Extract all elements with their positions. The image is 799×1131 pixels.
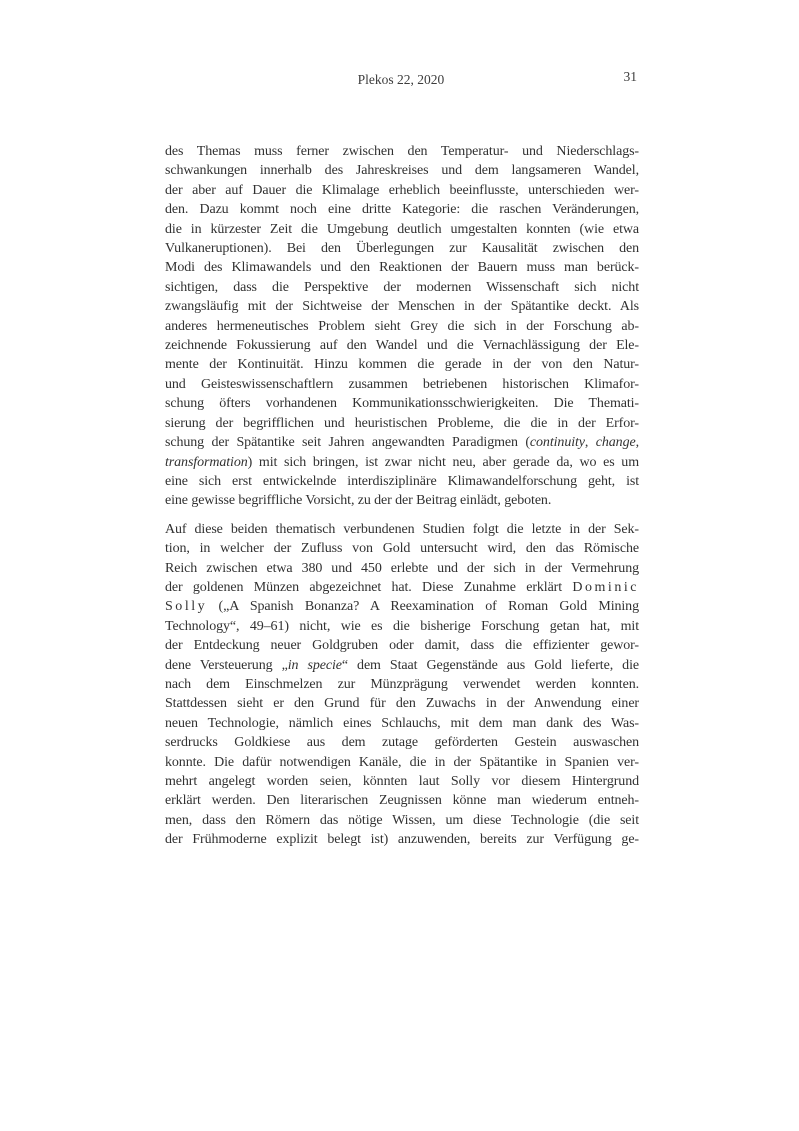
text-line: Stattdessen sieht er den Grund für den Zuwachs in der Anwendung einer (165, 696, 639, 712)
text-line (165, 491, 639, 510)
text-line: Auf diese beiden thematisch verbundenen Studien folgt die letzte in der Sek- (165, 521, 639, 537)
text-line: die in kürzester Zeit die Umgebung deutlich umgestalten konnten (wie etwa (165, 221, 639, 237)
text-segment: eine gewisse begriffliche Vorsicht, zu der der Beitrag einlädt, geboten. (165, 493, 552, 509)
text-line: den. Dazu kommt noch eine dritte Kategorie: die raschen Veränderungen, (165, 202, 639, 218)
text-line: der Frühmoderne explizit belegt ist) anzuwenden, bereits zur Verfügung ge- (165, 832, 639, 848)
text-segment: continuity (529, 435, 585, 451)
text-line: konnte. Die dafür notwendigen Kanäle, die in der Spätantike in Spanien ver- (165, 754, 639, 770)
text-segment: ) mit sich bringen, ist zwar nicht neu, aber gerade da, wo es um (247, 454, 639, 470)
text-line (165, 433, 639, 452)
text-line (165, 453, 639, 472)
running-header (165, 69, 637, 88)
text-line (165, 578, 639, 597)
paragraph (165, 520, 639, 850)
text-line: und Geisteswissenschaftlern zusammen betriebenen historischen Klimafor- (165, 376, 639, 392)
text-segment: Dominic (572, 579, 639, 595)
text-block (165, 142, 639, 850)
text-line: Reich zwischen etwa 380 und 450 erlebte und der sich in der Vermehrung (165, 560, 639, 576)
text-line: serdrucks Goldkiese aus dem zutage geförderten Gestein auswaschen (165, 735, 639, 751)
text-line: neuen Technologie, nämlich eines Schlauchs, mit dem man dank des Was- (165, 715, 639, 731)
text-segment: schung der Spätantike seit Jahren angewandten Paradigmen ( (165, 435, 530, 451)
text-line: sierung der begrifflichen und heuristischen Probleme, die die in der Erfor- (165, 415, 639, 431)
text-line: Vulkaneruptionen). Bei den Überlegungen zur Kausalität zwischen den (165, 241, 639, 257)
text-line: der Entdeckung neuer Goldgruben oder damit, dass die effizienter gewor- (165, 638, 639, 654)
text-line: Modi des Klimawandels und den Reaktionen der Bauern muss man berück- (165, 260, 639, 276)
text-line: sichtigen, dass die Perspektive der modernen Wissenschaft sich nicht (165, 279, 639, 295)
text-line: schung öfters vorhandenen Kommunikationsschwierigkeiten. Die Themati- (165, 396, 639, 412)
text-line: zwangsläufig mit der Sichtweise der Menschen in der Spätantike deckt. Als (165, 299, 639, 315)
text-line: erklärt werden. Den literarischen Zeugnissen könne man wiederum entneh- (165, 793, 639, 809)
text-line: Technology“, 49–61) nicht, wie es die bisherige Forschung getan hat, mit (165, 618, 639, 634)
text-segment: change (595, 435, 636, 451)
text-line (165, 656, 639, 675)
text-segment: transformation (165, 454, 248, 470)
text-line: anderes hermeneutisches Problem sieht Grey die sich in der Forschung ab- (165, 318, 639, 334)
text-segment: , (635, 435, 639, 451)
text-segment: dene Versteuerung „ (165, 657, 288, 673)
text-segment: “ dem Staat Gegenstände aus Gold lieferte, die (341, 657, 639, 673)
text-line: der aber auf Dauer die Klimalage erheblich beeinflusste, unterschieden wer- (165, 182, 639, 198)
text-line: nach dem Einschmelzen zur Münzprägung verwendet werden konnten. (165, 676, 639, 692)
text-line: zeichnende Fokussierung auf den Wandel und die Vernachlässigung der Ele- (165, 338, 639, 354)
text-segment: der goldenen Münzen abgezeichnet hat. Diese Zunahme erklärt (165, 579, 573, 595)
text-line: eine sich erst entwickelnde interdisziplinäre Klimawandelforschung geht, ist (165, 473, 639, 489)
journal-title: Plekos 22, 2020 (357, 72, 445, 87)
text-line: men, dass den Römern das nötige Wissen, um diese Technologie (die seit (165, 812, 639, 828)
text-line (165, 597, 639, 616)
text-line: des Themas muss ferner zwischen den Temperatur- und Niederschlags- (165, 144, 639, 159)
text-line: mente der Kontinuität. Hinzu kommen die gerade in der von den Natur- (165, 357, 639, 373)
paragraph (165, 142, 639, 511)
text-line: mehrt angelegt worden seien, könnten laut Solly vor diesem Hintergrund (165, 774, 639, 789)
text-segment: Solly (165, 599, 208, 615)
text-segment: , (584, 435, 596, 451)
text-segment: („A Spanish Bonanza? A Reexamination of Roman Gold Mining (207, 599, 639, 615)
text-segment: in specie (287, 657, 342, 673)
text-line: schwankungen innerhalb des Jahreskreises und dem langsameren Wandel, (165, 163, 639, 179)
page-number: 31 (623, 69, 637, 84)
text-line: tion, in welcher der Zufluss von Gold untersucht wird, den das Römische (165, 541, 639, 557)
